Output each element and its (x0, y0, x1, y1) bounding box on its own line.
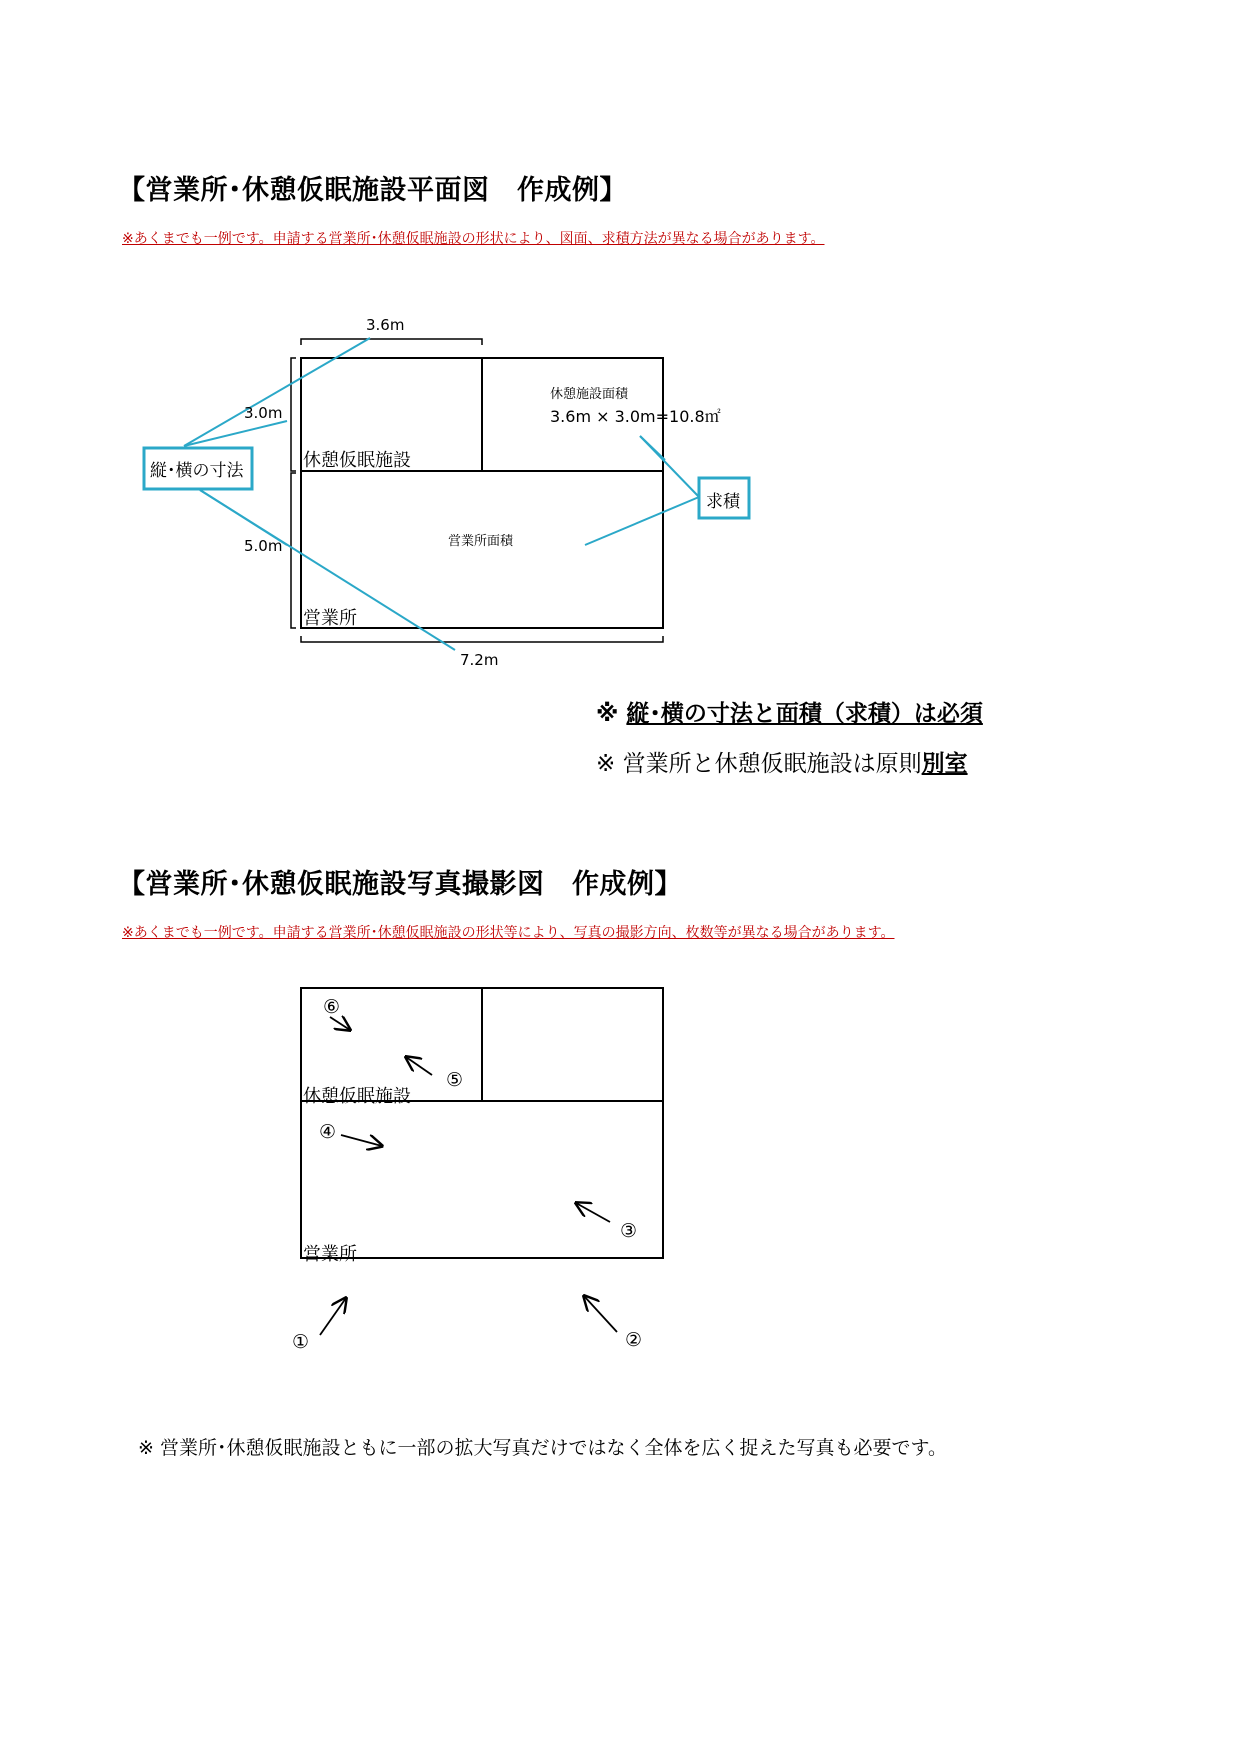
marker-1: ① (292, 1331, 310, 1353)
arrow-4 (341, 1135, 382, 1146)
section1-note: ※あくまでも一例です。申請する営業所･休憩仮眠施設の形状により、図面、求積方法が異なる場合があります。 (122, 231, 825, 247)
requirement-line-1-prefix: ※ (596, 701, 627, 727)
callout-dimensions-text: 縦･横の寸法 (150, 461, 244, 481)
requirement-line-1-text: 縦･横の寸法と面積（求積）は必須 (626, 701, 983, 727)
arrow-6 (330, 1017, 350, 1030)
marker-6: ⑥ (323, 996, 341, 1018)
photo-office-room-label: 営業所 (303, 1244, 357, 1265)
dim-upper-left-label: 3.0m (244, 404, 283, 422)
photo-diagram (0, 960, 1241, 1380)
rest-area-title: 休憩施設面積 (550, 387, 629, 402)
leader-rest-area-segment (640, 436, 665, 460)
footer-note: ※ 営業所･休憩仮眠施設ともに一部の拡大写真だけではなく全体を広く捉えた写真も必要です。 (138, 1437, 947, 1459)
dim-top-label: 3.6m (366, 316, 405, 334)
marker-4: ④ (319, 1121, 337, 1143)
arrow-1 (320, 1298, 346, 1335)
office-room-label: 営業所 (303, 608, 357, 629)
marker-5: ⑤ (446, 1069, 464, 1091)
arrow-3 (576, 1203, 610, 1222)
requirement-line-2-prefix: ※ 営業所と休憩仮眠施設は原則 (596, 751, 922, 777)
rest-area-formula: 3.6m × 3.0m=10.8㎡ (550, 407, 721, 426)
dim-lower-left-label: 5.0m (244, 537, 283, 555)
marker-3: ③ (620, 1220, 638, 1242)
requirement-line-2 (596, 745, 968, 778)
requirement-line-2-emphasis: 別室 (921, 751, 968, 777)
office-area-title: 営業所面積 (448, 534, 514, 549)
section1-title: 【営業所･休憩仮眠施設平面図 作成例】 (118, 175, 627, 206)
photo-rest-room-label: 休憩仮眠施設 (303, 1086, 411, 1107)
marker-2: ② (625, 1329, 643, 1351)
rest-room-label: 休憩仮眠施設 (303, 450, 411, 471)
section2-title: 【営業所･休憩仮眠施設写真撮影図 作成例】 (118, 869, 682, 900)
section2-note: ※あくまでも一例です。申請する営業所･休憩仮眠施設の形状等により、写真の撮影方向、枚数等が異なる場合があります。 (122, 925, 895, 941)
callout-area-text: 求積 (706, 492, 740, 512)
dim-bottom-label: 7.2m (460, 651, 499, 669)
arrow-5 (406, 1057, 432, 1075)
requirement-line-1 (596, 695, 983, 728)
arrow-2 (584, 1296, 617, 1332)
rest-area-leader (0, 0, 1241, 760)
